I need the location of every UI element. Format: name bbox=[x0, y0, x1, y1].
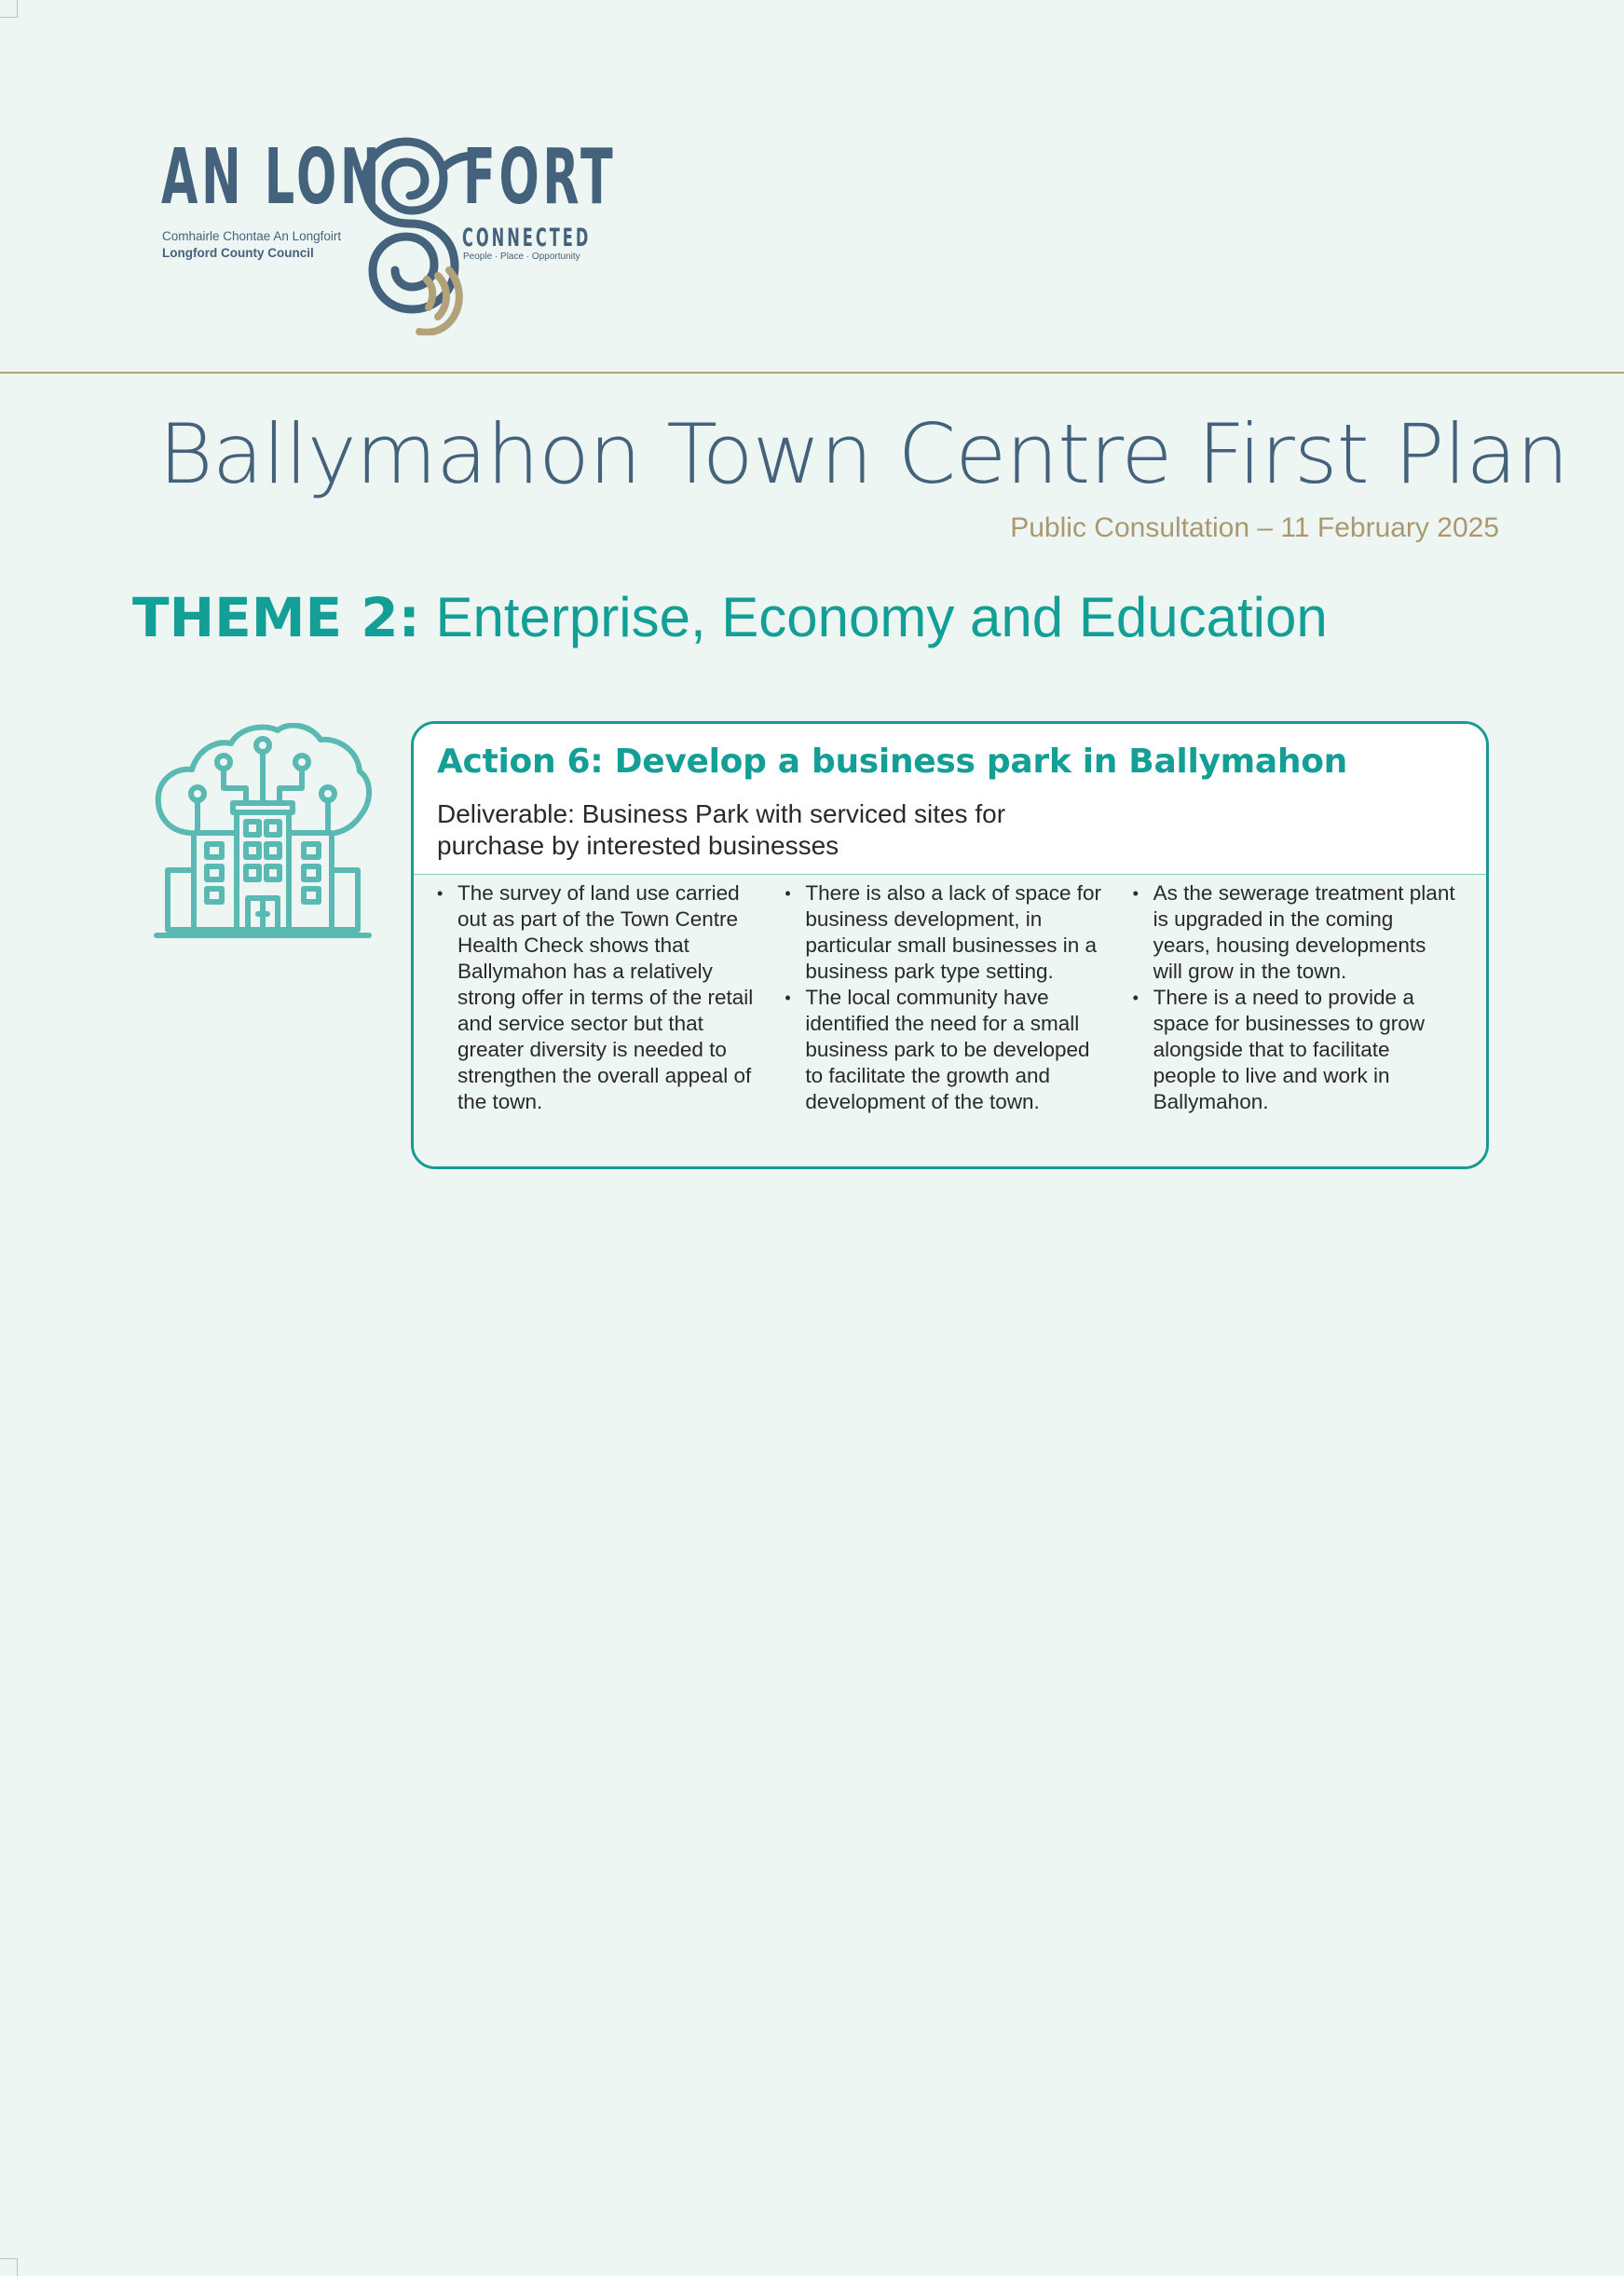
action-deliverable: Deliverable: Business Park with serviced sites for purchase by interested businesses bbox=[437, 799, 1006, 860]
action-columns bbox=[432, 880, 1476, 1115]
list-item: • The survey of land use carried out as part of the Town Centre Health Check shows that Ballymahon has a relatively strong offer in terms of the retail and service sector but that greater diversity is needed to strengthen the overall appeal of the town. bbox=[432, 880, 759, 1115]
theme-label: THEME 2: bbox=[132, 586, 420, 649]
document-title: Ballymahon Town Centre First Plan bbox=[158, 406, 1569, 502]
logo-irish-name: Comhairle Chontae An Longfoirt bbox=[162, 229, 342, 243]
theme-heading bbox=[132, 585, 1328, 649]
building-cloud-icon bbox=[153, 723, 373, 947]
header-divider bbox=[0, 372, 1624, 374]
swirl-icon bbox=[345, 130, 475, 335]
logo-tagline: People · Place · Opportunity bbox=[463, 252, 580, 262]
logo-english-name: Longford County Council bbox=[162, 246, 314, 260]
council-logo bbox=[158, 130, 617, 335]
crop-mark-top bbox=[0, 0, 18, 18]
logo-word-right: FORT bbox=[463, 133, 617, 222]
crop-mark-bottom bbox=[0, 2258, 18, 2276]
action-column-1 bbox=[432, 880, 780, 1115]
action-card bbox=[411, 721, 1489, 1169]
list-item: • There is a need to provide a space for businesses to grow alongside that to facilitate people to live and work in Ballymahon. bbox=[1128, 985, 1455, 1115]
document-subtitle: Public Consultation – 11 February 2025 bbox=[1010, 512, 1499, 543]
action-header bbox=[414, 724, 1486, 875]
list-item: • There is also a lack of space for business development, in particular small businesses in a business park type setting. bbox=[780, 880, 1107, 985]
action-column-3 bbox=[1128, 880, 1476, 1115]
logo-connected: CONNECTED bbox=[462, 224, 592, 252]
action-title: Action 6: Develop a business park in Ballymahon bbox=[437, 743, 1347, 781]
action-column-2 bbox=[780, 880, 1127, 1115]
list-item: • As the sewerage treatment plant is upgraded in the coming years, housing developments will grow in the town. bbox=[1128, 880, 1455, 985]
list-item: • The local community have identified the need for a small business park to be developed to facilitate the growth and development of the town. bbox=[780, 985, 1107, 1115]
logo-word-left: AN LON bbox=[161, 133, 384, 222]
theme-name: Enterprise, Economy and Education bbox=[419, 586, 1328, 648]
